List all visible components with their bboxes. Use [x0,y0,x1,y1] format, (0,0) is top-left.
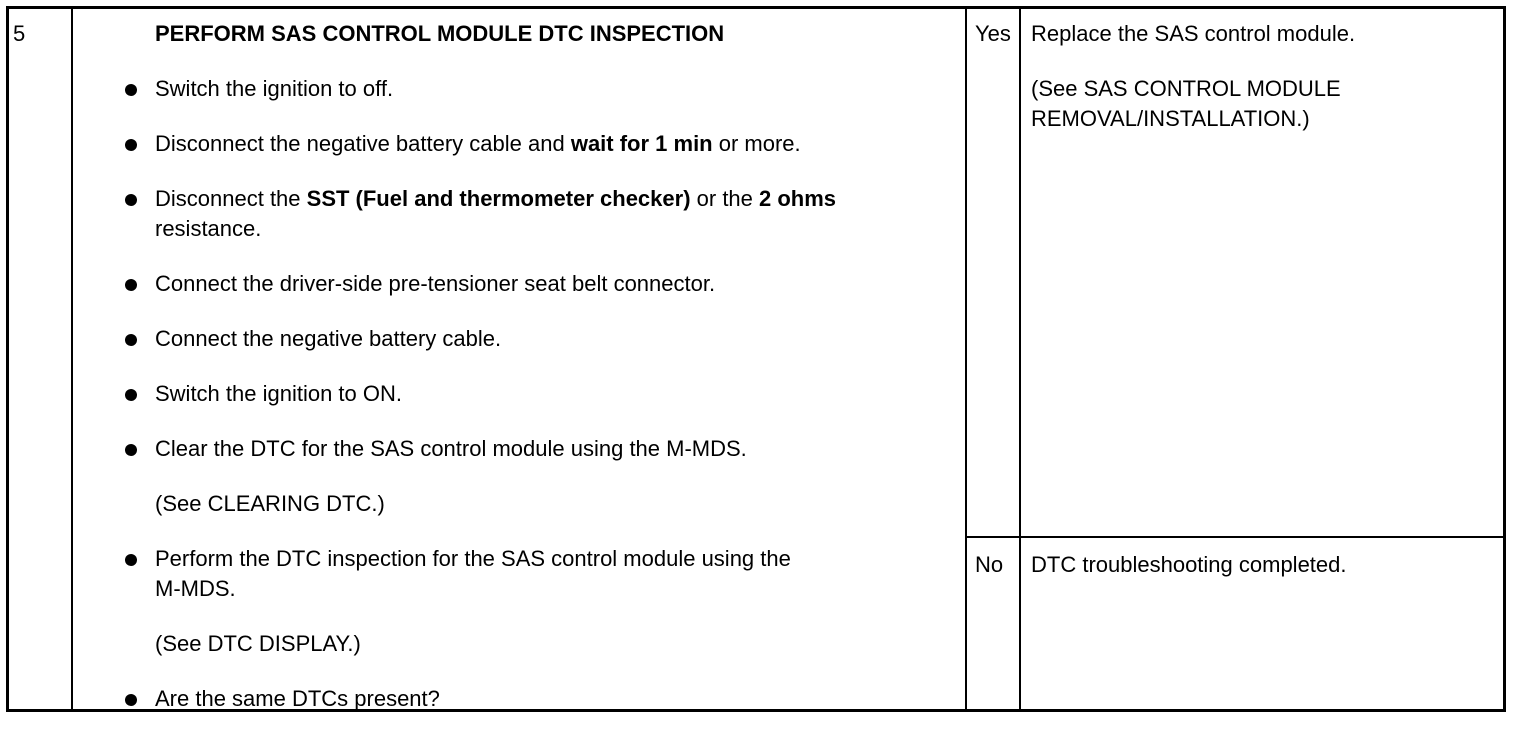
procedure-step [109,544,959,604]
procedure-reference [109,629,959,659]
bullet-icon [125,139,137,151]
procedure-reference [109,489,959,519]
step-title: PERFORM SAS CONTROL MODULE DTC INSPECTION [155,21,725,46]
step-text-part: Perform the DTC inspection for the SAS control module using the M-MDS. [155,546,791,601]
procedure-step [109,684,959,714]
step-text-part: Disconnect the negative battery cable and [155,131,571,156]
procedure-step [109,74,959,104]
step-text-part: Disconnect the [155,186,307,211]
step-text-part: SST (Fuel and thermometer checker) [306,186,691,211]
column-divider [965,9,967,709]
step-text-part: Clear the DTC for the SAS control module using the M-MDS. [155,436,747,461]
step-number: 5 [13,21,26,46]
column-divider [71,9,73,709]
step-text-part: Are the same DTCs present? [155,686,440,711]
yes-reference: (See SAS CONTROL MODULE REMOVAL/INSTALLATION.) [1031,76,1341,131]
bullet-icon [125,279,137,291]
procedure-step [109,269,959,299]
no-label: No [975,552,1004,577]
step-text-part: or the [690,186,760,211]
procedure-step [109,184,959,244]
bullet-icon [125,194,137,206]
step-text-part: 2 ohms [759,186,837,211]
step-text-part: (See CLEARING DTC.) [155,491,385,516]
yes-action: Replace the SAS control module. [1031,21,1356,46]
bullet-icon [125,84,137,96]
procedure-list [109,74,959,739]
step-text-part: Connect the negative battery cable. [155,326,502,351]
step-text-part: (See DTC DISPLAY.) [155,631,361,656]
step-text-part: Switch the ignition to off. [155,76,394,101]
procedure-step [109,434,959,464]
column-divider [1019,9,1021,709]
bullet-icon [125,694,137,706]
step-text-part: resistance. [155,216,262,241]
step-text-part: Switch the ignition to ON. [155,381,403,406]
bullet-icon [125,389,137,401]
step-text-part: wait for 1 min [570,131,713,156]
inspection-table [6,6,1506,712]
step-text-part: Connect the driver-side pre-tensioner seat belt connector. [155,271,716,296]
step-text-part: or more. [712,131,801,156]
bullet-icon [125,444,137,456]
no-action: DTC troubleshooting completed. [1031,552,1347,577]
yes-label: Yes [975,21,1011,46]
row-divider [965,536,1503,538]
bullet-icon [125,554,137,566]
procedure-step [109,324,959,354]
procedure-step [109,129,959,159]
procedure-step [109,379,959,409]
bullet-icon [125,334,137,346]
